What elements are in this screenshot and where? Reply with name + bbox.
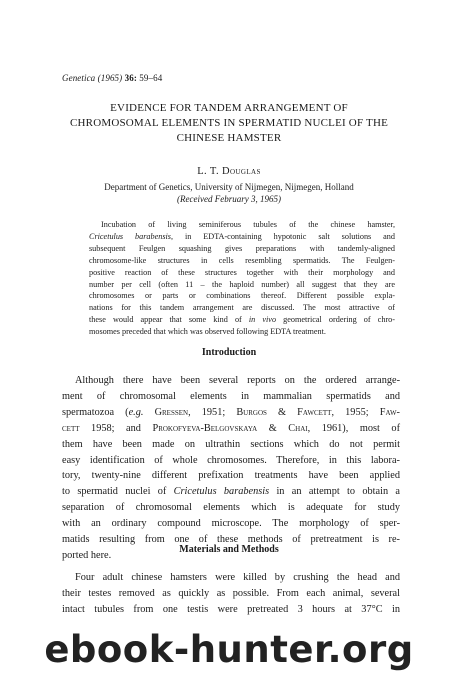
body-line: ment of chromosomal elements in mammalian spermatids and xyxy=(62,390,400,402)
journal-citation xyxy=(62,73,162,83)
body-line: separation of chromosomal elements which is adequate for study xyxy=(62,502,400,514)
body-line: matids resulting from one of these methods of pretreatment is re- xyxy=(62,534,400,546)
journal-pages: 59–64 xyxy=(139,73,163,83)
title-line: CHROMOSOMAL ELEMENTS IN SPERMATID NUCLEI OF THE xyxy=(69,117,389,129)
abstract xyxy=(89,219,395,338)
abstract-text: , in EDTA-containing hypotonic salt solutions and xyxy=(171,231,395,241)
abstract-text: geometrical ordering of chro- xyxy=(276,315,396,325)
body-text: , 1955; xyxy=(331,406,380,418)
body-text: 1958; and xyxy=(79,422,153,434)
body-line: them have been made on ultrathin sections which do not permit xyxy=(62,438,400,450)
citation-author: cett xyxy=(62,422,80,434)
received-date: (Received February 3, 1965) xyxy=(177,194,281,204)
body-line xyxy=(62,484,400,500)
introduction-body xyxy=(62,373,400,564)
section-heading-introduction: Introduction xyxy=(201,347,257,358)
title-line: EVIDENCE FOR TANDEM ARRANGEMENT OF xyxy=(110,102,348,114)
body-line: ported here. xyxy=(62,549,112,561)
journal-year: (1965) xyxy=(97,73,123,83)
abstract-line: Incubation of living seminiferous tubules of the chinese hamster, xyxy=(101,220,395,229)
body-line: with an ordinary compound microscope. The morphology of sper- xyxy=(62,518,400,530)
body-line: Although there have been several reports on the ordered arrange- xyxy=(75,375,400,386)
journal-volume: 36: xyxy=(124,73,137,83)
species-name: Cricetulus barabensis xyxy=(89,231,171,241)
author-affiliation: Department of Genetics, University of Nijmegen, Nijmegen, Holland xyxy=(104,182,354,192)
abstract-line: chromosomes or parts or combinations thereof. Different possible expla- xyxy=(89,291,395,301)
species-name: Cricetulus barabensis xyxy=(173,486,270,498)
body-text: spermatozoa ( xyxy=(62,406,129,418)
abstract-italic: in vivo xyxy=(248,315,277,325)
body-text: , 1961), most of xyxy=(307,422,401,434)
abstract-line: number per cell (often 11 – the haploid number) all suggest that they are xyxy=(89,279,395,289)
abstract-text: these would appear that some kind of xyxy=(89,315,249,325)
abstract-line: positive reaction of these structures together with their morphology and xyxy=(89,267,395,277)
abstract-line xyxy=(89,314,395,326)
citation-author: Prokofyeva-Belgovskaya & Chai xyxy=(152,422,308,434)
citation-author: Gressen xyxy=(143,406,189,418)
body-line xyxy=(62,405,400,421)
methods-body xyxy=(62,570,400,618)
body-line: easy identification of whole chromosomes. Therefore, in this labora- xyxy=(62,454,400,466)
journal-name: Genetica xyxy=(62,73,96,83)
body-text: , 1951; xyxy=(188,406,237,418)
abstract-line: chromosome-like structures in cells resembling spermatids. The Feulgen- xyxy=(89,255,395,265)
abstract-line: nations for this tandem arrangement are discussed. The most attractive of xyxy=(89,303,395,313)
body-line: Four adult chinese hamsters were killed by crushing the head and xyxy=(75,572,400,583)
paper-title xyxy=(40,101,418,146)
body-line xyxy=(62,421,400,437)
citation-author: Faw- xyxy=(379,406,400,418)
abstract-line: subsequent Feulgen squashing gives preparations with tandemly-aligned xyxy=(89,243,395,253)
body-line: intact tubules from one testis were pretreated 3 hours at 37°C in xyxy=(62,603,400,615)
body-line: tory, twenty-nine different prefixation treatments have been applied xyxy=(62,470,400,482)
title-line: CHINESE HAMSTER xyxy=(176,132,282,144)
body-text: to spermatid nuclei of xyxy=(62,486,174,498)
abstract-line xyxy=(89,231,395,243)
abstract-line: mosomes preceded that which was observed following EDTA treatment. xyxy=(89,327,326,337)
body-line: their testes removed as quickly as possible. From each animal, several xyxy=(62,587,400,599)
body-italic: e.g. xyxy=(128,406,144,418)
citation-author: Burgos & Fawcett xyxy=(236,406,332,418)
body-text: in an attempt to obtain a xyxy=(269,486,401,498)
watermark: ebook-hunter.org xyxy=(44,628,414,671)
section-heading-materials-methods: Materials and Methods xyxy=(179,544,279,555)
author-text: L. T. Douglas xyxy=(197,166,261,177)
author-name xyxy=(0,166,458,177)
